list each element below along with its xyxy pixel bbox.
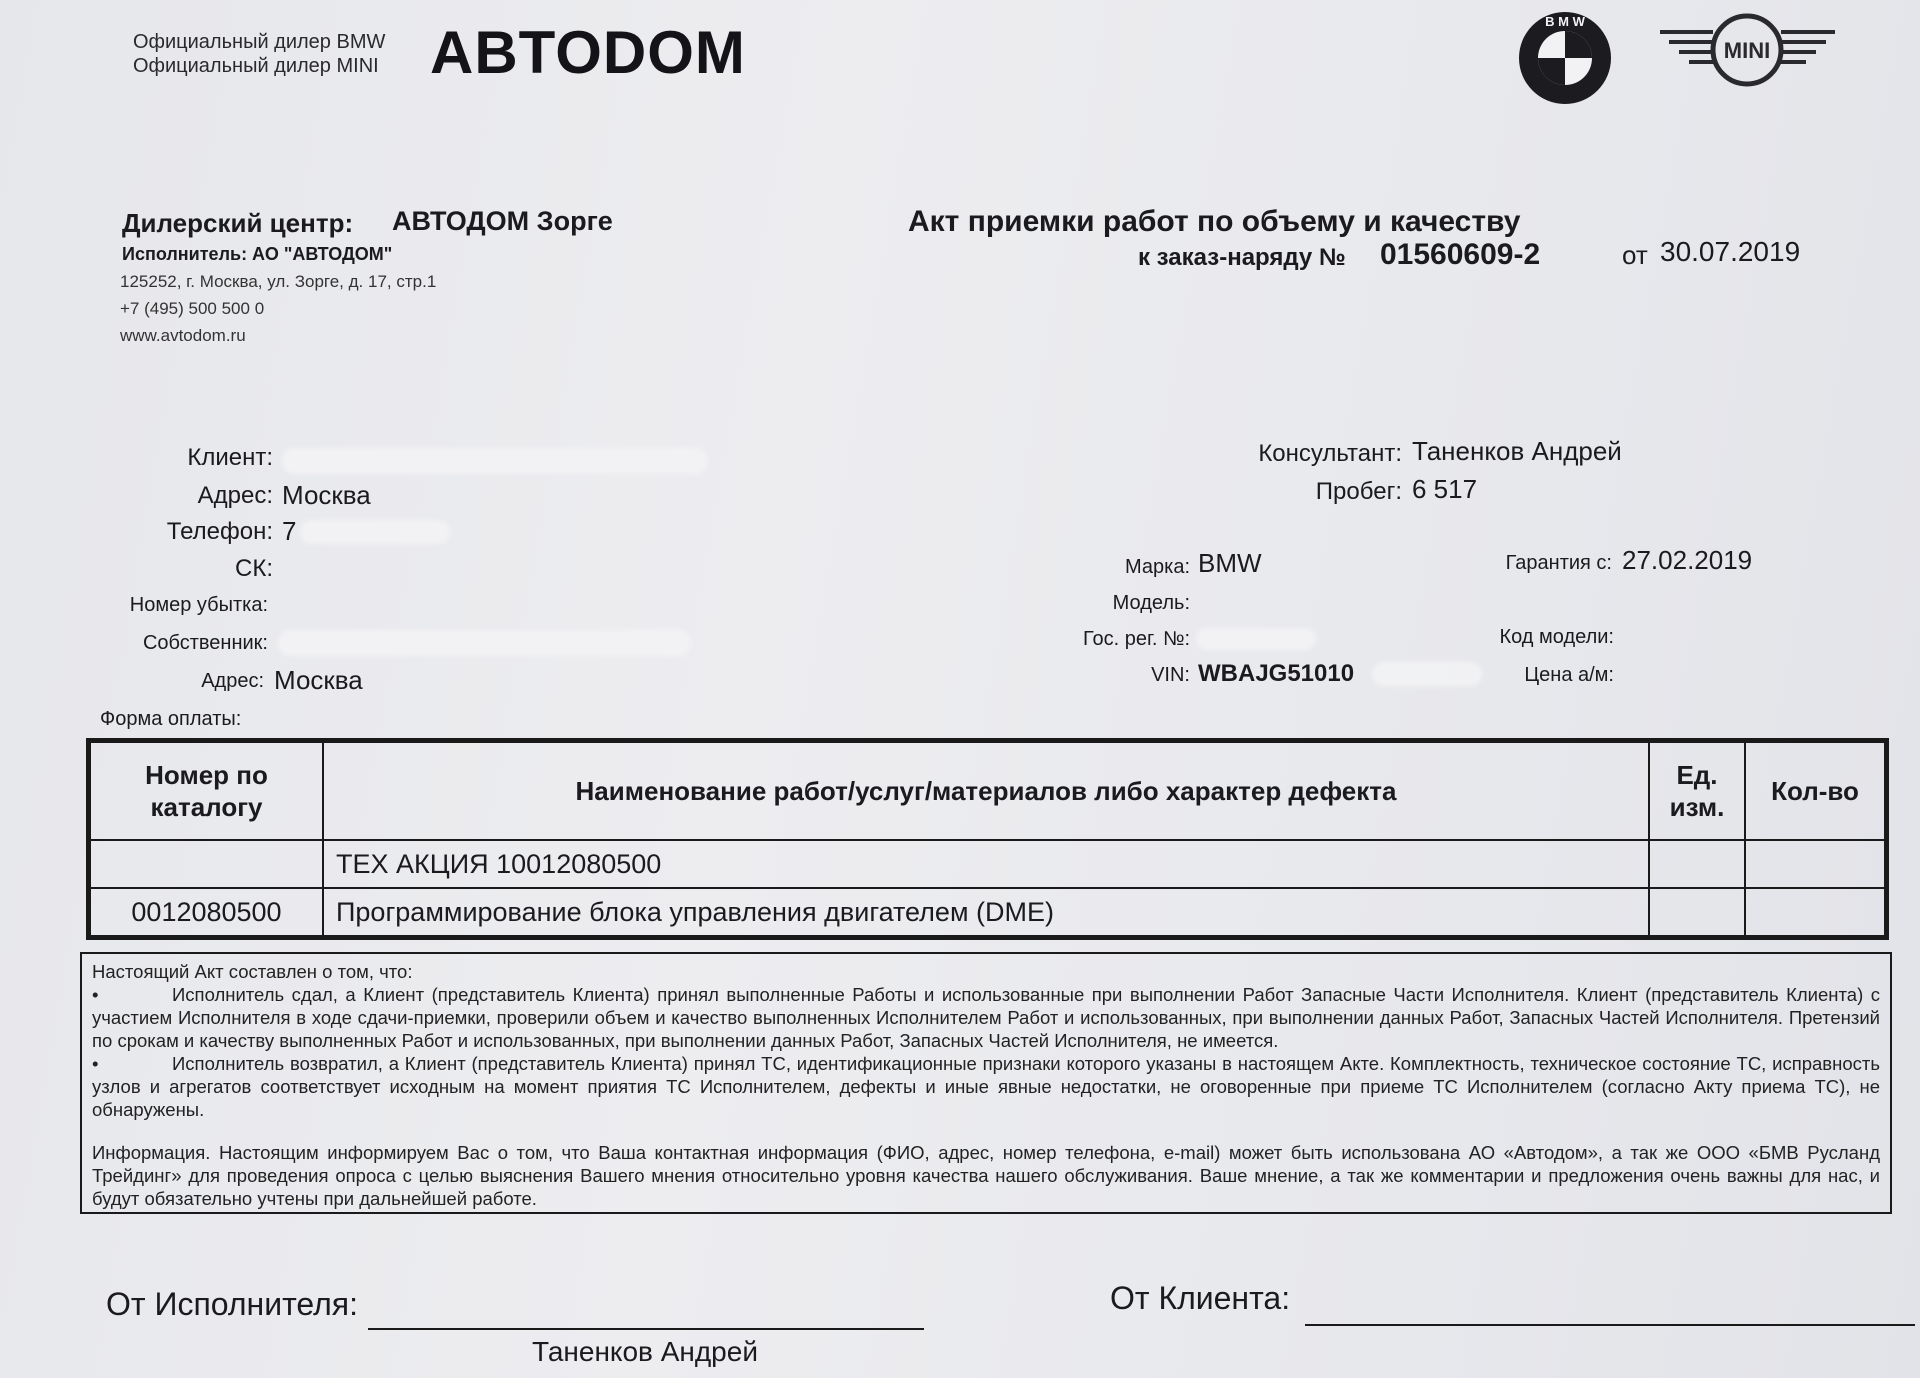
work-name-cell: ТЕХ АКЦИЯ 10012080500 bbox=[323, 840, 1649, 888]
warranty-value: 27.02.2019 bbox=[1622, 545, 1753, 575]
executor-signature-line bbox=[368, 1328, 924, 1330]
table-header-row bbox=[90, 742, 1885, 840]
table-row bbox=[90, 840, 1885, 888]
col-catalog-header: Номер по каталогу bbox=[90, 742, 323, 840]
order-number-label: к заказ-наряду № bbox=[1138, 244, 1346, 271]
bullet-mark: • bbox=[92, 1053, 99, 1074]
act-date: 30.07.2019 bbox=[1660, 236, 1801, 267]
work-name-cell: Программирование блока управления двигателем (DME) bbox=[323, 888, 1649, 936]
official-dealer-bmw: Официальный дилер BMW bbox=[133, 31, 386, 53]
model-code-label: Код модели: bbox=[1499, 626, 1614, 648]
unit-cell bbox=[1649, 840, 1745, 888]
make-label: Марка: bbox=[1125, 556, 1190, 578]
dealer-center-name: АВТОДОМ Зорге bbox=[392, 206, 613, 236]
executor-signature-label: От Исполнителя: bbox=[106, 1286, 358, 1322]
dealer-website: www.avtodom.ru bbox=[120, 326, 246, 345]
redacted-plate bbox=[1196, 628, 1316, 650]
mileage-value: 6 517 bbox=[1412, 474, 1478, 504]
col-name-header: Наименование работ/услуг/материалов либо характер дефекта bbox=[323, 742, 1649, 840]
notice-bullet-1-text: Исполнитель сдал, а Клиент (представитель Клиента) принял выполненные Работы и использованные при выполнении Работ Запасные Части Исполнителя. Клиент (представитель Клиента) с участием Исполнителя в ходе сдачи-приемки, проверили объем и качество выполненных Исполнителем Работ и использованных, при выполнении данных Работ, Запасных Частей Исполнителя. Претензий по срокам и качеству выполненных Работ и использованных, при выполнении данных Работ, Запасных Частей Исполнителя, не имеется. bbox=[92, 984, 1880, 1051]
qty-cell bbox=[1745, 888, 1885, 936]
plate-label: Гос. рег. №: bbox=[1083, 628, 1190, 650]
client-phone-value: 7 bbox=[282, 516, 297, 546]
dealer-address: 125252, г. Москва, ул. Зорге, д. 17, стр.1 bbox=[120, 272, 437, 291]
mini-logo-icon bbox=[1655, 10, 1840, 90]
car-price-label: Цена а/м: bbox=[1524, 664, 1614, 686]
bmw-logo-icon bbox=[1510, 6, 1620, 106]
executor-line: Исполнитель: АО "АВТОДОМ" bbox=[122, 244, 393, 264]
notice-info: Информация. Настоящим информируем Вас о том, что Ваша контактная информация (ФИО, адрес, номер телефона, e-mail) может быть использована АО «Автодом», а так же ООО «БМВ Русланд Трейдинг» для проведения опроса с целью выяснения Вашего мнения относительно уровня качества нашего обслуживания. Ваше мнение, а так же комментарии и предложения очень важны для нас, и будут обязательно учтены при дальнейшей работе. bbox=[92, 1142, 1880, 1209]
unit-cell bbox=[1649, 888, 1745, 936]
owner-address-label: Адрес: bbox=[201, 670, 264, 692]
dealer-phone: +7 (495) 500 500 0 bbox=[120, 299, 265, 318]
consultant-label: Консультант: bbox=[1258, 440, 1402, 467]
owner-address-value: Москва bbox=[274, 665, 363, 695]
client-signature-label: От Клиента: bbox=[1110, 1280, 1291, 1316]
mini-logo-letters: MINI bbox=[1723, 38, 1771, 63]
vin-value: WBAJG51010 bbox=[1198, 660, 1355, 687]
owner-label: Собственник: bbox=[142, 632, 268, 654]
notice-bullet-2-text: Исполнитель возвратил, а Клиент (представитель Клиента) принял ТС, идентификационные признаки которого указаны в настоящем Акте. Комплектность, техническое состояние ТС, исправность узлов и агрегатов соответствует исходным на момент приятия ТС Исполнителем, дефекты и иные явные недостатки, не оговоренные при приеме ТС Исполнителем (согласно Акту приема ТС), не обнаружены. bbox=[92, 1053, 1880, 1120]
redacted-phone bbox=[300, 520, 450, 544]
client-signature-line bbox=[1305, 1324, 1915, 1326]
act-notice-box bbox=[80, 952, 1892, 1214]
warranty-label: Гарантия с: bbox=[1505, 552, 1612, 574]
table-row bbox=[90, 888, 1885, 936]
order-number: 01560609-2 bbox=[1380, 238, 1541, 271]
make-value: BMW bbox=[1198, 548, 1262, 578]
bullet-mark: • bbox=[92, 984, 99, 1005]
catalog-cell: 0012080500 bbox=[90, 888, 323, 936]
notice-bullet-1 bbox=[92, 983, 1880, 1052]
redacted-owner bbox=[278, 630, 690, 656]
catalog-cell bbox=[90, 840, 323, 888]
loss-number-label: Номер убытка: bbox=[129, 594, 268, 616]
vin-label: VIN: bbox=[1151, 664, 1190, 686]
official-dealer-lines bbox=[133, 30, 385, 78]
bmw-logo-letters: B M W bbox=[1545, 14, 1585, 29]
dealer-center-label: Дилерский центр: bbox=[122, 208, 354, 238]
qty-cell bbox=[1745, 840, 1885, 888]
insurance-label: СК: bbox=[235, 555, 273, 582]
act-date-label: от bbox=[1622, 240, 1648, 270]
payment-form-label: Форма оплаты: bbox=[100, 708, 242, 730]
col-qty-header: Кол-во bbox=[1745, 742, 1885, 840]
model-label: Модель: bbox=[1112, 592, 1190, 614]
mileage-label: Пробег: bbox=[1315, 478, 1402, 505]
avtodom-brand-logo: ABTODOM bbox=[430, 19, 746, 86]
works-table bbox=[86, 738, 1889, 940]
act-title: Акт приемки работ по объему и качеству bbox=[908, 205, 1521, 238]
executor-signature-name: Таненков Андрей bbox=[532, 1336, 758, 1367]
consultant-value: Таненков Андрей bbox=[1412, 436, 1622, 466]
notice-bullet-2 bbox=[92, 1052, 1880, 1121]
notice-intro: Настоящий Акт составлен о том, что: bbox=[92, 961, 413, 982]
col-unit-header: Ед. изм. bbox=[1649, 742, 1745, 840]
client-address-label: Адрес: bbox=[197, 482, 273, 509]
client-phone-label: Телефон: bbox=[166, 518, 273, 545]
redacted-client bbox=[282, 448, 707, 474]
client-label: Клиент: bbox=[187, 444, 273, 471]
client-address-value: Москва bbox=[282, 480, 371, 510]
official-dealer-mini: Официальный дилер MINI bbox=[133, 55, 379, 77]
